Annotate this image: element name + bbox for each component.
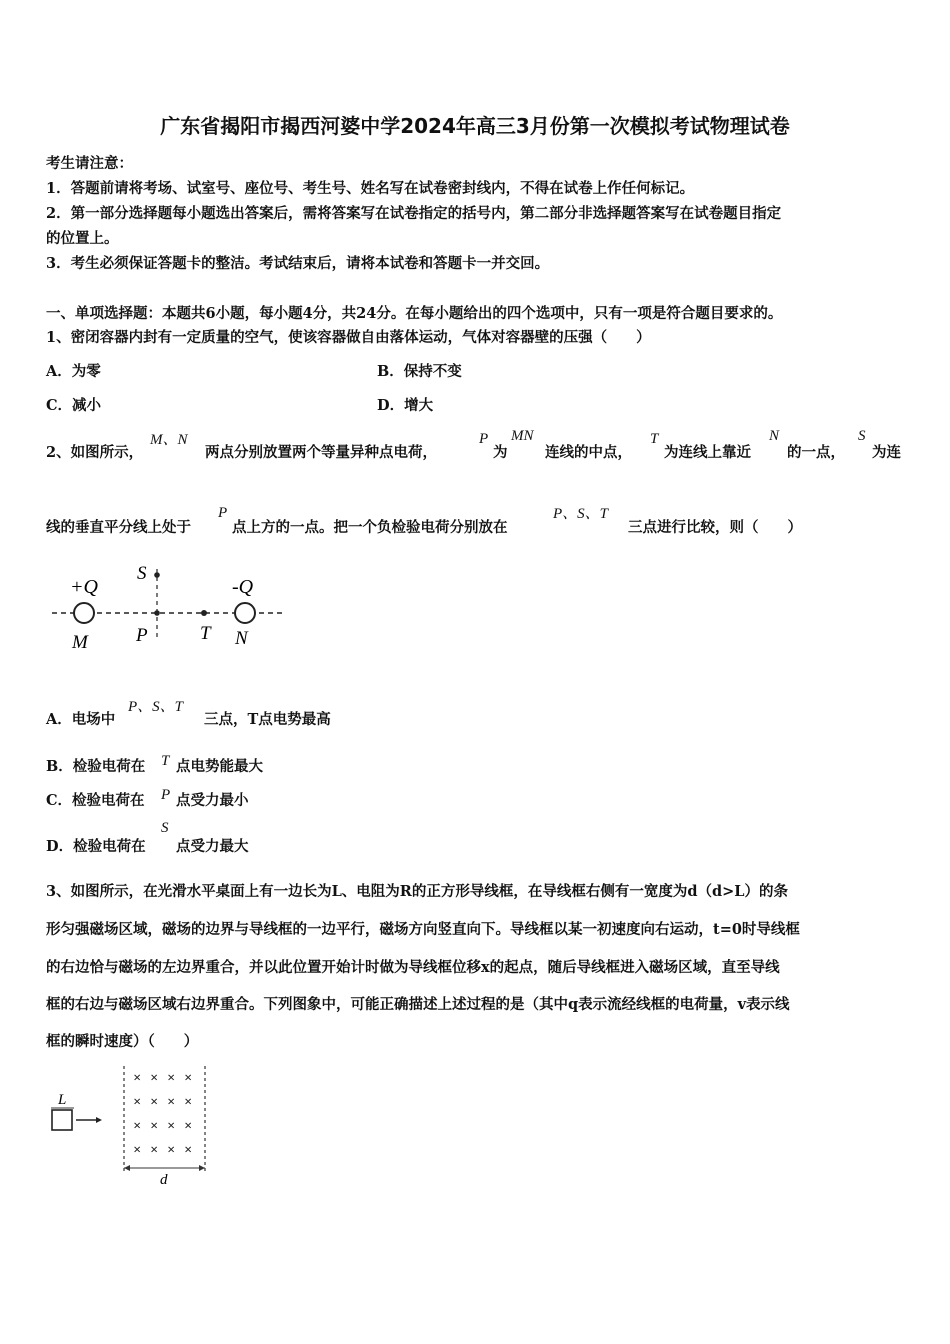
label-minus-q: -Q xyxy=(232,576,254,598)
velocity-arrow-head xyxy=(96,1117,102,1123)
charge-n-circle xyxy=(235,603,255,623)
q2-text-3: 为 xyxy=(493,444,508,461)
q2-option-d-post: 点受力最大 xyxy=(176,838,249,855)
q2-option-b-math: T xyxy=(161,753,170,769)
q2-math-mn2: MN xyxy=(511,428,534,444)
q2-math-n: N xyxy=(769,428,780,444)
q3-line-1: 3、如图所示，在光滑水平桌面上有一边长为L、电阻为R的正方形导线框，在导线框右侧有一宽度为d（d>L）的条 xyxy=(46,883,788,900)
cross: × xyxy=(184,1095,192,1110)
q2-text-7: 为连 xyxy=(872,444,901,461)
q2-math-p: P xyxy=(479,431,489,447)
q1-stem: 1、密闭容器内封有一定质量的空气，使该容器做自由落体运动，气体对容器壁的压强（ ） xyxy=(46,329,651,346)
cross: × xyxy=(167,1119,175,1134)
label-l: L xyxy=(58,1092,67,1108)
cross: × xyxy=(150,1119,158,1134)
q2-option-b-post: 点电势能最大 xyxy=(176,758,263,775)
cross: × xyxy=(133,1071,141,1086)
point-t-dot xyxy=(201,610,207,616)
q2-math-pst: P、S、T xyxy=(553,506,609,522)
label-m: M xyxy=(72,632,88,653)
q2-math-s: S xyxy=(858,428,866,444)
cross: × xyxy=(167,1071,175,1086)
point-p-dot xyxy=(154,610,160,616)
wire-frame xyxy=(52,1110,72,1130)
label-t: T xyxy=(200,623,211,644)
q2-text-9: 点上方的一点。把一个负检验电荷分别放在 xyxy=(232,519,508,536)
q2-math-mn: M、N xyxy=(150,432,188,448)
q2-option-d-pre: D．检验电荷在 xyxy=(46,838,146,855)
q1-option-c: C．减小 xyxy=(46,397,102,414)
notice-item-3: 3．考生必须保证答题卡的整洁。考试结束后，请将本试卷和答题卡一并交回。 xyxy=(46,255,550,272)
q2-option-a-pre: A．电场中 xyxy=(46,711,116,728)
notice-item-2-line1: 2．第一部分选择题每小题选出答案后，需将答案写在试卷指定的括号内，第二部分非选择题答案写在试卷题目指定 xyxy=(46,205,782,222)
label-n: N xyxy=(235,628,248,649)
cross: × xyxy=(150,1095,158,1110)
cross: × xyxy=(150,1071,158,1086)
q2-option-b-pre: B．检验电荷在 xyxy=(46,758,146,775)
cross: × xyxy=(184,1071,192,1086)
q2-option-a-math: P、S、T xyxy=(128,699,184,715)
q1-option-b: B．保持不变 xyxy=(377,363,462,380)
q3-line-4: 框的右边与磁场区域右边界重合。下列图象中，可能正确描述上述过程的是（其中q表示流经线框的电荷量，v表示线 xyxy=(46,996,790,1013)
q2-text-8: 线的垂直平分线上处于 xyxy=(46,519,191,536)
charge-m-circle xyxy=(74,603,94,623)
q2-text-4: 连线的中点， xyxy=(545,444,632,461)
q1-option-d: D．增大 xyxy=(377,397,434,414)
cross: × xyxy=(184,1143,192,1158)
q2-math-p2: P xyxy=(218,505,228,521)
q2-text-1: 2、如图所示， xyxy=(46,444,144,461)
magnetic-field-diagram xyxy=(44,1060,224,1190)
cross: × xyxy=(133,1143,141,1158)
cross: × xyxy=(150,1143,158,1158)
q3-line-5: 框的瞬时速度）（ ） xyxy=(46,1033,199,1050)
notice-heading: 考生请注意： xyxy=(46,155,133,172)
q2-text-10: 三点进行比较，则（ ） xyxy=(628,519,802,536)
q3-line-2: 形匀强磁场区域，磁场的边界与导线框的一边平行，磁场方向竖直向下。导线框以某一初速度向右运动，t=0时导线框 xyxy=(46,921,800,938)
notice-item-1: 1．答题前请将考场、试室号、座位号、考生号、姓名写在试卷密封线内，不得在试卷上作任何标记。 xyxy=(46,180,695,197)
dimension-arrow-left xyxy=(124,1165,130,1171)
page-title: 广东省揭阳市揭西河婆中学2024年高三3月份第一次模拟考试物理试卷 xyxy=(160,114,790,138)
q2-text-2: 两点分别放置两个等量异种点电荷， xyxy=(205,444,437,461)
label-d: d xyxy=(160,1172,168,1188)
q2-option-d-math: S xyxy=(161,820,169,836)
label-p: P xyxy=(136,625,148,646)
q2-option-a-post: 三点，T点电势最高 xyxy=(204,711,331,728)
label-plus-q: +Q xyxy=(70,576,98,598)
cross: × xyxy=(184,1119,192,1134)
cross: × xyxy=(167,1095,175,1110)
section-heading: 一、单项选择题：本题共6小题，每小题4分，共24分。在每小题给出的四个选项中，只有一项是符合题目要求的。 xyxy=(46,305,783,322)
label-s: S xyxy=(137,563,147,584)
point-s-dot xyxy=(154,572,160,578)
q2-text-5: 为连线上靠近 xyxy=(664,444,751,461)
field-crosses xyxy=(133,1071,192,1158)
charge-diagram xyxy=(40,555,290,655)
dimension-arrow-right xyxy=(199,1165,205,1171)
q2-text-6: 的一点， xyxy=(787,444,845,461)
cross: × xyxy=(167,1143,175,1158)
cross: × xyxy=(133,1119,141,1134)
cross: × xyxy=(133,1095,141,1110)
q2-math-t: T xyxy=(650,431,659,447)
q1-option-a: A．为零 xyxy=(46,363,101,380)
q2-option-c-math: P xyxy=(161,787,171,803)
q3-line-3: 的右边恰与磁场的左边界重合，并以此位置开始计时做为导线框位移x的起点，随后导线框进入磁场区域，直至导线 xyxy=(46,959,780,976)
q2-option-c-pre: C．检验电荷在 xyxy=(46,792,145,809)
q2-option-c-post: 点受力最小 xyxy=(176,792,249,809)
notice-item-2-line2: 的位置上。 xyxy=(46,230,119,247)
